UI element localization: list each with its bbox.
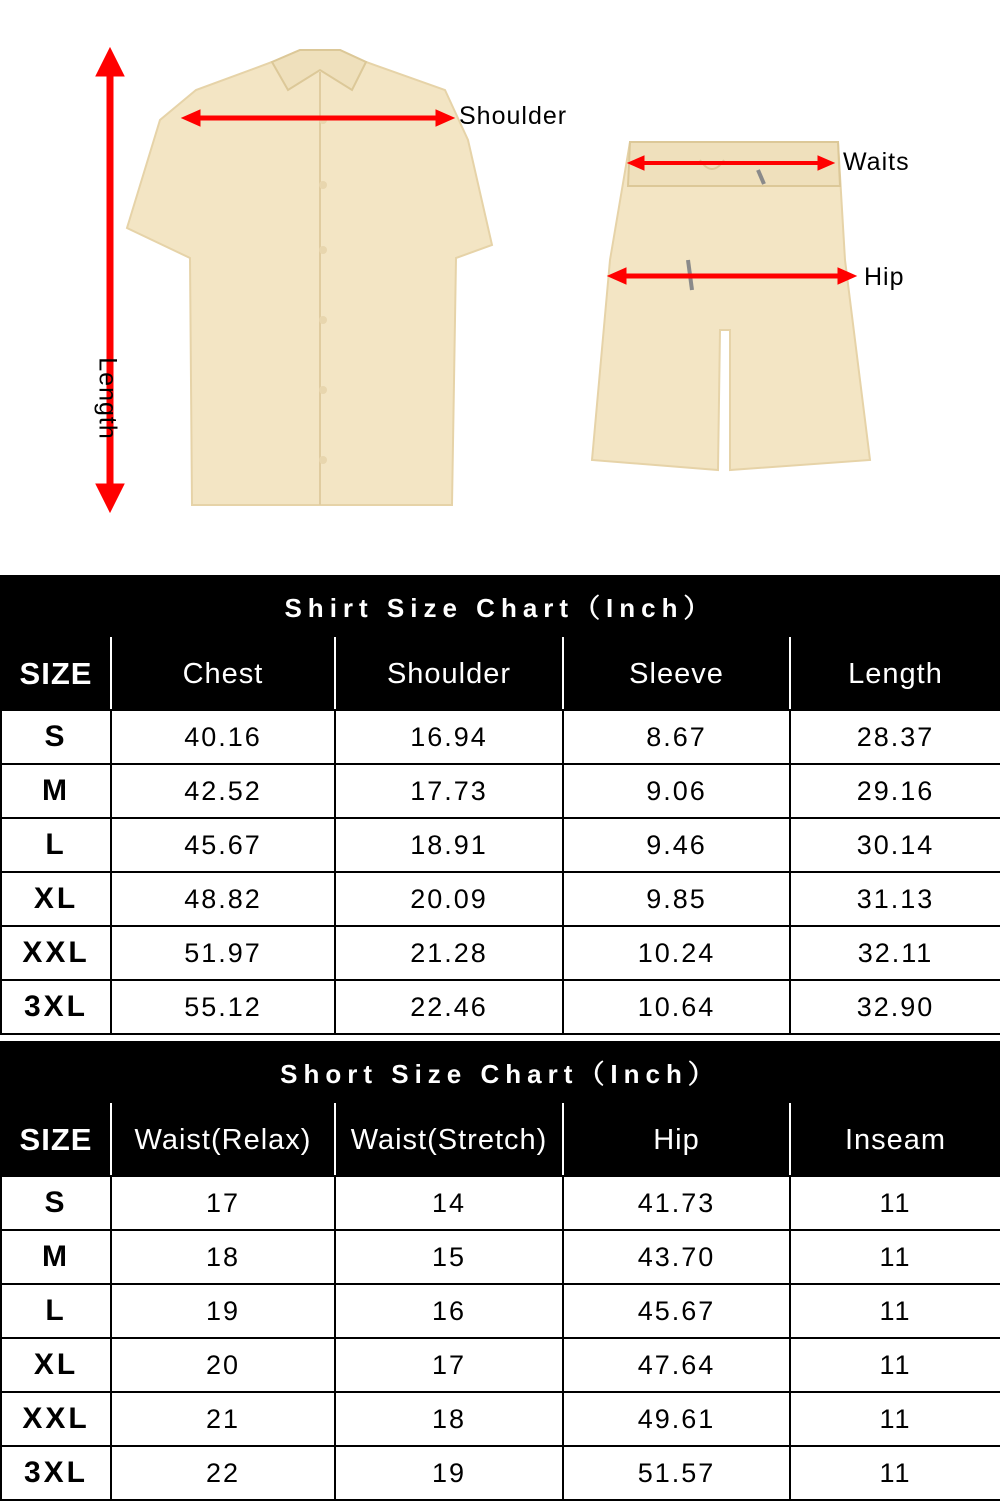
hip-cell: 49.61 xyxy=(563,1392,790,1446)
header-waist-relax: Waist(Relax) xyxy=(111,1104,335,1176)
chest-cell: 55.12 xyxy=(111,980,335,1034)
header-sleeve: Sleeve xyxy=(563,638,790,710)
inseam-cell: 11 xyxy=(790,1392,1000,1446)
size-cell: XXL xyxy=(1,926,111,980)
sleeve-cell: 10.64 xyxy=(563,980,790,1034)
header-hip: Hip xyxy=(563,1104,790,1176)
shoulder-cell: 20.09 xyxy=(335,872,563,926)
size-cell: L xyxy=(1,818,111,872)
shirt-chart-title: Shirt Size Chart（Inch） xyxy=(0,575,1000,637)
length-cell: 30.14 xyxy=(790,818,1000,872)
size-cell: S xyxy=(1,710,111,764)
inseam-cell: 11 xyxy=(790,1176,1000,1230)
size-cell: M xyxy=(1,1230,111,1284)
garment-drawing xyxy=(0,0,1000,560)
size-cell: S xyxy=(1,1176,111,1230)
sleeve-cell: 8.67 xyxy=(563,710,790,764)
length-cell: 32.11 xyxy=(790,926,1000,980)
shirt-size-chart xyxy=(0,575,1000,1035)
length-cell: 32.90 xyxy=(790,980,1000,1034)
hip-cell: 45.67 xyxy=(563,1284,790,1338)
table-row xyxy=(1,1176,1000,1230)
hip-cell: 43.70 xyxy=(563,1230,790,1284)
table-row xyxy=(1,1446,1000,1500)
table-row xyxy=(1,710,1000,764)
length-cell: 31.13 xyxy=(790,872,1000,926)
short-size-chart xyxy=(0,1041,1000,1501)
size-cell: L xyxy=(1,1284,111,1338)
waist-stretch-cell: 15 xyxy=(335,1230,563,1284)
header-size: SIZE xyxy=(1,638,111,710)
short-chart-title: Short Size Chart（Inch） xyxy=(0,1041,1000,1103)
shoulder-cell: 16.94 xyxy=(335,710,563,764)
table-row xyxy=(1,1230,1000,1284)
waist-stretch-cell: 18 xyxy=(335,1392,563,1446)
chest-cell: 51.97 xyxy=(111,926,335,980)
waist-stretch-cell: 19 xyxy=(335,1446,563,1500)
header-inseam: Inseam xyxy=(790,1104,1000,1176)
length-label: Length xyxy=(93,357,122,440)
header-waist-stretch: Waist(Stretch) xyxy=(335,1104,563,1176)
table-row xyxy=(1,1284,1000,1338)
waist-relax-cell: 22 xyxy=(111,1446,335,1500)
inseam-cell: 11 xyxy=(790,1338,1000,1392)
short-size-table xyxy=(0,1103,1000,1501)
chest-cell: 48.82 xyxy=(111,872,335,926)
table-header-row xyxy=(1,638,1000,710)
table-header-row xyxy=(1,1104,1000,1176)
waist-stretch-cell: 17 xyxy=(335,1338,563,1392)
inseam-cell: 11 xyxy=(790,1446,1000,1500)
header-shoulder: Shoulder xyxy=(335,638,563,710)
hip-cell: 51.57 xyxy=(563,1446,790,1500)
header-length: Length xyxy=(790,638,1000,710)
waist-label: Waits xyxy=(843,148,910,176)
shorts-image xyxy=(592,142,870,470)
header-chest: Chest xyxy=(111,638,335,710)
table-row xyxy=(1,980,1000,1034)
size-cell: XXL xyxy=(1,1392,111,1446)
table-row xyxy=(1,872,1000,926)
table-row xyxy=(1,926,1000,980)
table-row xyxy=(1,1338,1000,1392)
waist-relax-cell: 20 xyxy=(111,1338,335,1392)
waist-relax-cell: 19 xyxy=(111,1284,335,1338)
sleeve-cell: 9.46 xyxy=(563,818,790,872)
size-cell: 3XL xyxy=(1,980,111,1034)
inseam-cell: 11 xyxy=(790,1284,1000,1338)
sleeve-cell: 10.24 xyxy=(563,926,790,980)
waist-relax-cell: 18 xyxy=(111,1230,335,1284)
chest-cell: 40.16 xyxy=(111,710,335,764)
hip-cell: 41.73 xyxy=(563,1176,790,1230)
shoulder-cell: 21.28 xyxy=(335,926,563,980)
sleeve-cell: 9.85 xyxy=(563,872,790,926)
inseam-cell: 11 xyxy=(790,1230,1000,1284)
shirt-size-table xyxy=(0,637,1000,1035)
size-cell: M xyxy=(1,764,111,818)
chest-cell: 45.67 xyxy=(111,818,335,872)
shoulder-label: Shoulder xyxy=(459,102,568,130)
table-row xyxy=(1,764,1000,818)
shoulder-cell: 17.73 xyxy=(335,764,563,818)
header-size: SIZE xyxy=(1,1104,111,1176)
waist-stretch-cell: 14 xyxy=(335,1176,563,1230)
hip-label: Hip xyxy=(864,263,905,291)
shoulder-cell: 22.46 xyxy=(335,980,563,1034)
size-cell: XL xyxy=(1,1338,111,1392)
waist-relax-cell: 17 xyxy=(111,1176,335,1230)
garment-illustration xyxy=(0,0,1000,560)
waist-stretch-cell: 16 xyxy=(335,1284,563,1338)
table-row xyxy=(1,818,1000,872)
hip-cell: 47.64 xyxy=(563,1338,790,1392)
shoulder-cell: 18.91 xyxy=(335,818,563,872)
length-cell: 28.37 xyxy=(790,710,1000,764)
size-cell: XL xyxy=(1,872,111,926)
length-cell: 29.16 xyxy=(790,764,1000,818)
size-cell: 3XL xyxy=(1,1446,111,1500)
waist-relax-cell: 21 xyxy=(111,1392,335,1446)
table-row xyxy=(1,1392,1000,1446)
chest-cell: 42.52 xyxy=(111,764,335,818)
sleeve-cell: 9.06 xyxy=(563,764,790,818)
